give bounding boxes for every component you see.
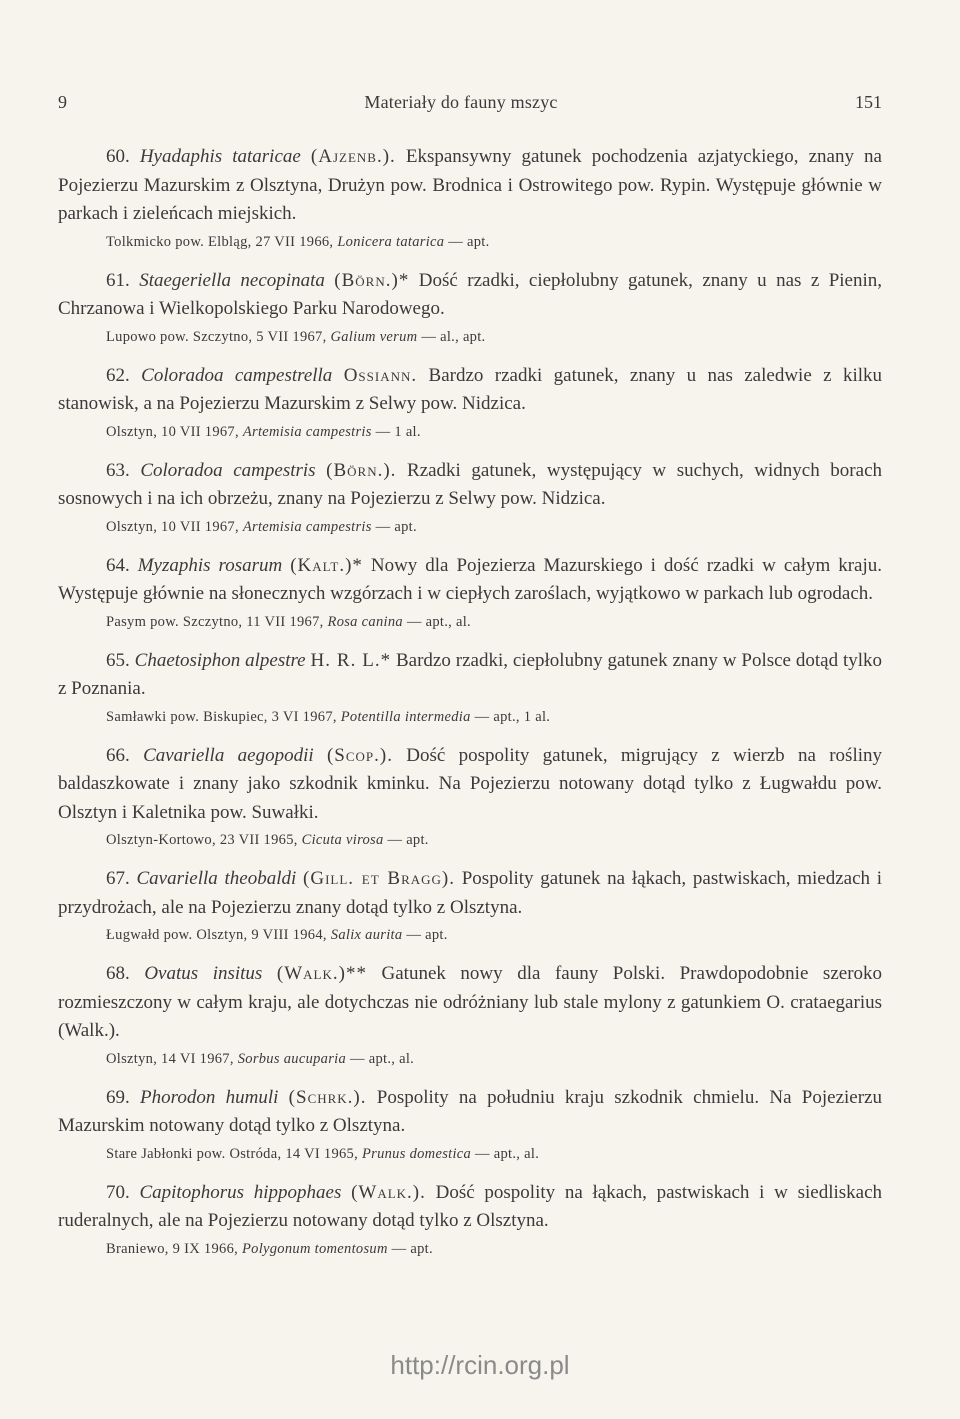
species-entry [58,1084,882,1165]
locality-record [106,421,882,443]
entry-description [58,362,882,419]
locality-record [106,924,882,946]
specimen-forms: — apt., al. [349,1050,415,1067]
species-name: Hyadaphis tataricae [139,146,301,167]
host-plant: Cicuta virosa [301,832,384,848]
entry-text: Bardzo rzadki gatunek, znany u nas zaledwie z kilku stanowisk, a na Pojezierzu Mazurskim z Selwy pow. Nidzica. [58,364,883,414]
entry-text: Pospolity na południu kraju szkodnik chmielu. Na Pojezierzu Mazurskim notowany dotąd tylko z Olsztyna. [58,1086,882,1136]
locality-place: Olsztyn, 10 VII 1967, [106,518,239,535]
entry-text: Pospolity gatunek na łąkach, pastwiskach, miedzach i przydrożach, ale na Pojezierzu znany dotąd tylko z Olsztyna. [58,868,883,918]
locality-place: Ługwałd pow. Olsztyn, 9 VIII 1964, [106,927,327,943]
host-plant: Galium verum [330,328,418,345]
entry-number: 67. [106,868,130,889]
species-name: Cavariella theobaldi [136,868,297,889]
host-plant: Salix aurita [330,927,403,943]
entry-text: Rzadki gatunek, występujący w suchych, widnych borach sosnowych i na ich obrzeżu, znany na Pojezierzu z Selwy pow. Nidzica. [58,459,882,509]
entry-number: 63. [106,459,130,481]
host-plant: Polygonum tomentosum [241,1240,388,1257]
locality-record [106,706,882,728]
entry-text: Dość rzadki, ciepłolubny gatunek, znany u nas z Pienin, Chrzanowa i Wielkopolskiego Parku Narodowego. [58,269,883,319]
host-plant: Artemisia campestris [242,518,372,535]
species-author: (Kalt.)* [290,554,363,576]
locality-record [106,1048,882,1070]
entry-number: 60. [106,146,130,167]
species-author: (Börn.). [326,459,397,481]
locality-place: Braniewo, 9 IX 1966, [106,1240,239,1257]
entry-text: Dość pospolity gatunek, migrujący z wierzb na rośliny baldaszkowate i znany jako szkodnik kminku. Na Pojezierzu notowany dotąd tylko z Ługwałdu pow. Olsztyn i Kaletnika pow. Suwałki. [58,744,883,823]
header-page-left: 9 [58,92,67,112]
locality-place: Pasym pow. Szczytno, 11 VII 1967, [106,613,324,630]
species-author: (Scop.). [326,744,393,766]
entry-number: 65. [106,649,130,671]
entry-description [58,647,882,704]
species-author: (Walk.). [351,1181,426,1203]
entry-text: Nowy dla Pojezierza Mazurskiego i dość rzadki w całym kraju. Występuje głównie na słonecznych wzgórzach i w ciepłych zaroślach, wyjątkowo w parkach lub ogrodach. [58,554,883,604]
species-author: (Börn.)* [334,269,410,291]
specimen-forms: — apt. [448,233,490,250]
species-name: Cavariella aegopodii [143,744,314,766]
locality-record [106,326,882,348]
footer-url[interactable]: http://rcin.org.pl [390,1350,570,1380]
entry-number: 68. [106,963,130,984]
species-entry [58,143,882,253]
species-name: Chaetosiphon alpestre [134,649,306,671]
locality-place: Olsztyn-Kortowo, 23 VII 1965, [106,832,298,848]
locality-place: Stare Jabłonki pow. Ostróda, 14 VI 1965, [106,1145,359,1162]
locality-record [106,1238,882,1260]
species-name: Phorodon humuli [140,1086,279,1108]
species-name: Myzaphis rosarum [137,554,283,576]
host-plant: Rosa canina [327,613,403,630]
entry-number: 62. [106,364,130,386]
entry-description [58,742,882,828]
species-entry [58,865,882,946]
entry-text: Dość pospolity na łąkach, pastwiskach i w siedliskach ruderalnych, ale na Pojezierzu notowany dotąd tylko z Olsztyna. [58,1181,883,1231]
entry-description [58,1179,882,1236]
specimen-forms: — apt. [387,832,429,848]
species-name: Ovatus insitus [144,963,263,984]
host-plant: Lonicera tatarica [337,233,445,250]
entry-number: 61. [106,269,130,291]
locality-place: Lupowo pow. Szczytno, 5 VII 1967, [106,328,327,345]
page [58,92,882,1274]
specimen-forms: — al., apt. [421,328,486,345]
entry-description [58,865,882,922]
entry-description [58,143,882,229]
locality-place: Olsztyn, 14 VI 1967, [106,1050,234,1067]
species-author: Ossiann. [343,364,418,386]
entry-text: Ekspansywny gatunek pochodzenia azjatyckiego, znany na Pojezierzu Mazurskim z Olsztyna, Drużyn pow. Brodnica i Ostrowitego pow. Rypin. Występuje głównie w parkach i zieleńcach miejskich. [58,146,882,224]
specimen-forms: — apt. [391,1240,433,1257]
entry-text: Gatunek nowy dla fauny Polski. Prawdopodobnie szeroko rozmieszczony w całym kraju, ale dotychczas nie odróżniany lub stale mylony z gatunkiem O. crataegarius (Walk.). [58,963,883,1041]
entry-number: 69. [106,1086,130,1108]
species-entry [58,457,882,538]
species-author: (Ajzenb.). [310,146,396,167]
species-list [58,143,882,1260]
locality-record [106,1143,882,1165]
specimen-forms: — apt. [406,927,448,943]
locality-place: Olsztyn, 10 VII 1967, [106,423,239,440]
species-author: (Walk.)** [276,963,367,984]
specimen-forms: — apt., al. [406,613,471,630]
species-author: (Schrk.). [288,1086,367,1108]
header-title: Materiały do fauny mszyc [364,92,558,112]
specimen-forms: — apt. [375,518,417,535]
entry-number: 64. [106,554,130,576]
species-author: H. R. L.* [310,649,392,671]
header-page-right: 151 [855,92,882,112]
entry-description [58,457,882,514]
species-name: Staegeriella necopinata [139,269,325,291]
entry-number: 70. [106,1181,130,1203]
species-entry [58,742,882,852]
species-entry [58,960,882,1070]
locality-place: Samławki pow. Biskupiec, 3 VI 1967, [106,708,337,725]
species-name: Coloradoa campestrella [141,364,333,386]
locality-record [106,611,882,633]
entry-description [58,1084,882,1141]
host-plant: Prunus domestica [361,1145,472,1162]
running-header [58,92,882,113]
locality-place: Tolkmicko pow. Elbląg, 27 VII 1966, [106,233,334,250]
host-plant: Sorbus aucuparia [237,1050,347,1067]
species-author: (Gill. et Bragg). [303,868,455,889]
locality-record [106,516,882,538]
entry-description [58,552,882,609]
specimen-forms: — 1 al. [375,423,421,440]
species-entry [58,647,882,728]
specimen-forms: — apt., 1 al. [474,708,551,725]
species-entry [58,552,882,633]
species-entry [58,362,882,443]
locality-record [106,231,882,253]
entry-text: Bardzo rzadki, ciepłolubny gatunek znany w Polsce dotąd tylko z Poznania. [58,649,883,699]
entry-description [58,267,882,324]
specimen-forms: — apt., al. [475,1145,540,1162]
locality-record [106,829,882,851]
entry-description [58,960,882,1046]
species-entry [58,267,882,348]
host-plant: Potentilla intermedia [340,708,471,725]
species-entry [58,1179,882,1260]
host-plant: Artemisia campestris [242,423,372,440]
species-name: Coloradoa campestris [140,459,316,481]
species-name: Capitophorus hippophaes [139,1181,342,1203]
entry-number: 66. [106,744,130,766]
